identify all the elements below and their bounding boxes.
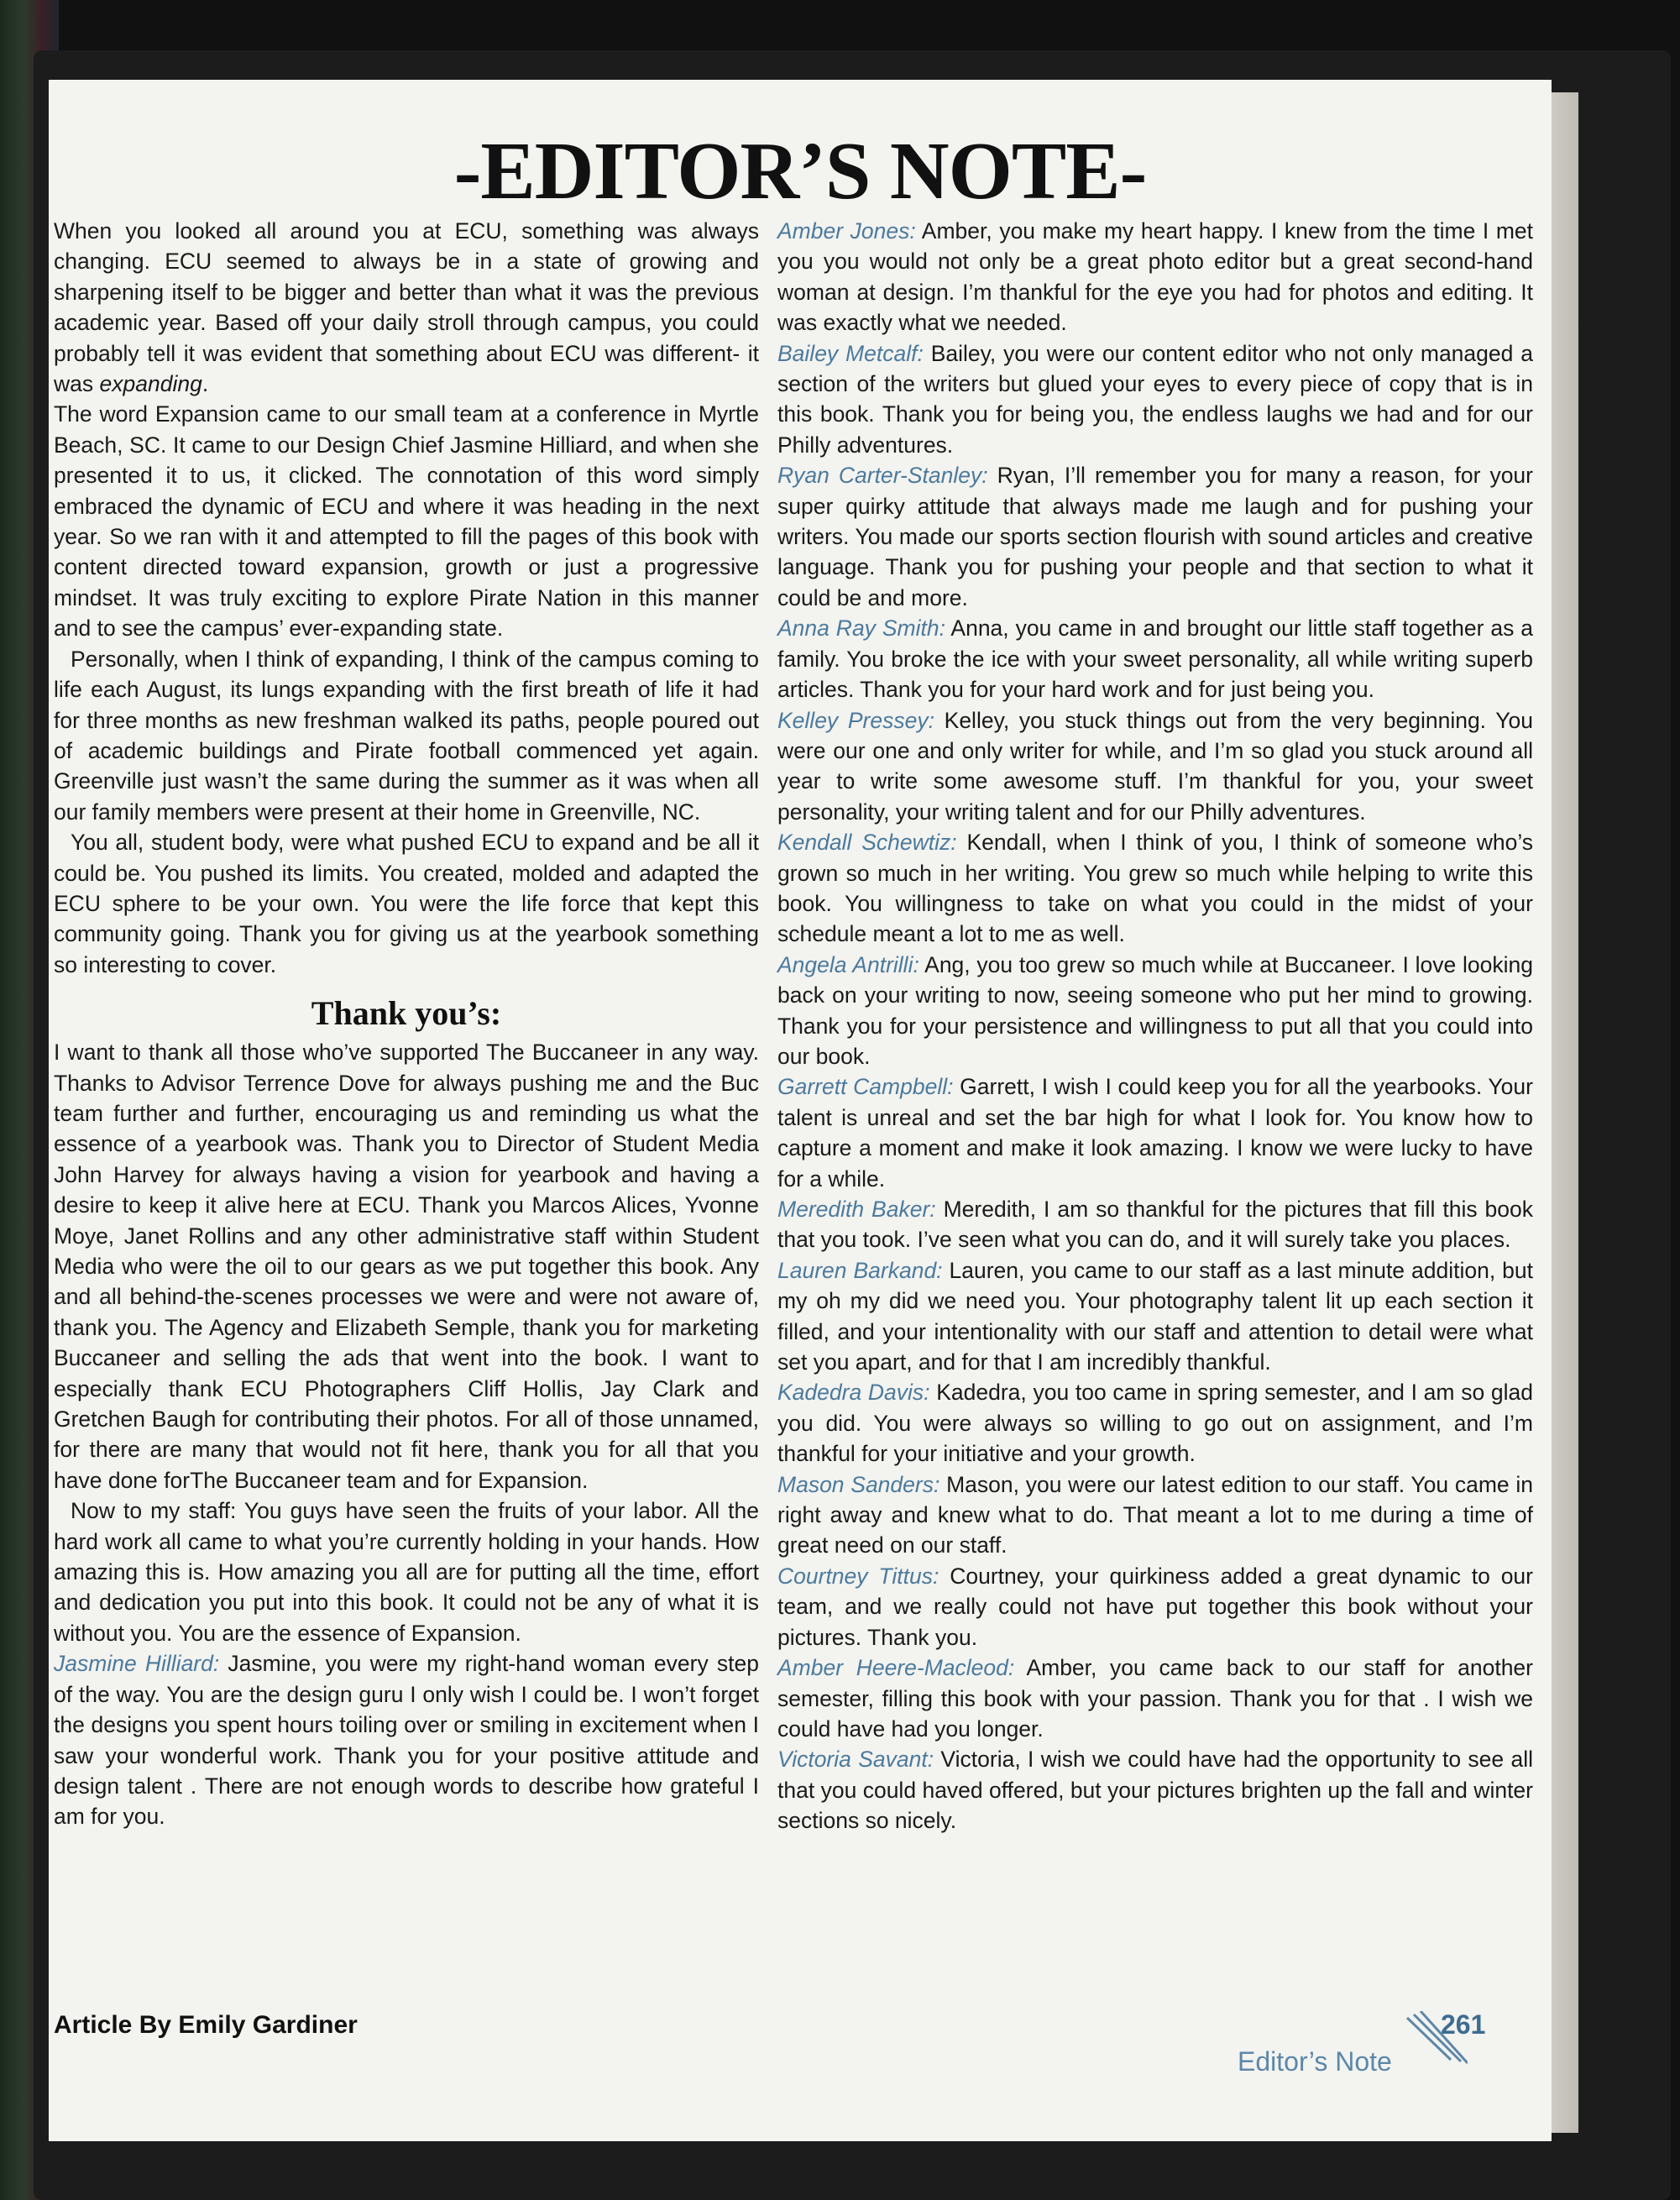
staff-entry: Bailey Metcalf: Bailey, you were our content editor who not only managed a section of the writers but glued your eyes to every piece of copy that is in this book. Thank you for being you, the endless laughs we had and for our Philly adventures. bbox=[777, 340, 1533, 458]
staff-name: Mason Sanders: bbox=[777, 1471, 940, 1497]
staff-name: Kendall Schewtiz: bbox=[777, 830, 957, 856]
left-column bbox=[54, 216, 759, 1832]
staff-entry: Victoria Savant: Victoria, I wish we could have had the opportunity to see all that you could haved offered, but your pictures brighten up the fall and winter sections so nicely. bbox=[777, 1747, 1533, 1834]
staff-entry: Lauren Barkand: Lauren, you came to our staff as a last minute addition, but my oh my did we need you. Your photography talent lit up each section it filled, and your intentionality with our staff and attention to detail were what set you apart, and for that I am incredibly thankful. bbox=[777, 1257, 1533, 1375]
slash-decoration-icon bbox=[1400, 2011, 1468, 2070]
thank-yous-heading: Thank you’s: bbox=[311, 994, 502, 1033]
staff-name: Amber Jones: bbox=[777, 218, 916, 244]
yearbook-page bbox=[49, 80, 1552, 2141]
staff-entry-jasmine: Jasmine Hilliard: Jasmine, you were my right-hand woman every step of the way. You are the design guru I only wish I could be. I won’t forget the designs you spent hours toiling over or smiling in excitement when I saw your wonderful work. Thank you for your positive attitude and design talent . There are not enough words to describe how grateful I am for you. bbox=[54, 1651, 760, 1830]
staff-entry: Kelley Pressey: Kelley, you stuck things out from the very beginning. You were our one and only writer for while, and I’m so glad you stuck around all year to write some awesome stuff. I’m thankful for you, your sweet personality, your writing talent and for our Philly adventures. bbox=[777, 707, 1533, 825]
paragraph-staff: Now to my staff: You guys have seen the fruits of your labor. All the hard work all came to what you’re currently holding in your hands. How amazing this is. How amazing you all are for putting all the time, effort and dedication you put into this book. It could not be any of what it is without you. You are the essence of Expansion. bbox=[54, 1498, 759, 1646]
staff-name: Anna Ray Smith: bbox=[777, 615, 945, 642]
staff-name: Meredith Baker: bbox=[777, 1197, 936, 1222]
right-column bbox=[777, 216, 1533, 1836]
staff-entry: Amber Jones: Amber, you make my heart happy. I knew from the time I met you you would not only be a great photo editor but a great second-hand woman at design. I’m thankful for the eye you had for photos and editing. It was exactly what we needed. bbox=[777, 218, 1534, 336]
staff-name: Courtney Tittus: bbox=[777, 1563, 939, 1589]
staff-name: Lauren Barkand: bbox=[777, 1257, 943, 1283]
staff-name: Jasmine Hilliard: bbox=[54, 1651, 220, 1677]
paragraph-expansion: The word Expansion came to our small team at a conference in Myrtle Beach, SC. It came to our Design Chief Jasmine Hilliard, and when she presented it to us, it clicked. The connotation of this word simply embraced the dynamic of ECU and where it was heading in the next year. So we ran with it and attempted to fill the pages of this book with content directed toward expansion, growth or just a progressive mindset. It was truly exciting to explore Pirate Nation in this manner and to see the campus’ ever-expanding state. bbox=[54, 401, 759, 642]
staff-name: Kelley Pressey: bbox=[777, 707, 934, 733]
staff-entry: Angela Antrilli: Ang, you too grew so much while at Buccaneer. I love looking back on your writing to now, seeing someone who put her mind to growing. Thank you for your persistence and willingness to put all that you could into our book. bbox=[777, 951, 1533, 1069]
staff-entry: Ryan Carter-Stanley: Ryan, I’ll remember you for many a reason, for your super quirky attitude that always made me laugh and for pushing your writers. You made our sports section flourish with sound articles and creative language. Thank you for pushing your people and that section to what it could be and more. bbox=[777, 463, 1533, 610]
staff-name: Ryan Carter-Stanley: bbox=[777, 463, 988, 489]
staff-entry: Anna Ray Smith: Anna, you came in and brought our little staff together as a family. You broke the ice with your sweet personality, all while writing superb articles. Thank you for your hard work and for just being you. bbox=[777, 615, 1533, 703]
staff-entry: Amber Heere-Macleod: Amber, you came back to our staff for another semester, filling this book with your passion. Thank you for that . I wish we could have had you longer. bbox=[777, 1655, 1533, 1742]
staff-entry: Courtney Tittus: Courtney, your quirkiness added a great dynamic to our team, and we really could not have put together this book without your pictures. Thank you. bbox=[777, 1563, 1533, 1650]
page-number: 261 bbox=[1441, 2009, 1486, 2040]
byline: Article By Emily Gardiner bbox=[54, 2011, 358, 2039]
staff-name: Garrett Campbell: bbox=[777, 1074, 954, 1100]
staff-entry: Meredith Baker: Meredith, I am so thankful for the pictures that fill this book that you took. I’ve seen what you can do, and it will surely take you places. bbox=[777, 1197, 1533, 1253]
paragraph-student-body: You all, student body, were what pushed ECU to expand and be all it could be. You pushed its limits. You created, molded and adapted the ECU sphere to be your own. You were the life force that kept this community going. Thank you for giving us at the yearbook something so interesting to cover. bbox=[54, 830, 759, 977]
paragraph-intro: When you looked all around you at ECU, something was always changing. ECU seemed to always be in a state of growing and sharpening itself to be bigger and better than what it was the previous academic year. Based off your daily stroll through campus, you could probably tell it was evident that something about ECU was different- it was expanding. bbox=[54, 218, 759, 397]
staff-entry: Garrett Campbell: Garrett, I wish I could keep you for all the yearbooks. Your talent is unreal and set the bar high for what I look for. You know how to capture a moment and make it look amazing. I know we were lucky to have for a while. bbox=[777, 1074, 1533, 1192]
staff-entry: Mason Sanders: Mason, you were our latest edition to our staff. You came in right away and knew what to do. That meant a lot to me during a time of great need on our staff. bbox=[777, 1471, 1533, 1558]
staff-name: Angela Antrilli: bbox=[777, 951, 919, 977]
staff-entry: Kadedra Davis: Kadedra, you too came in spring semester, and I am so glad you did. You were always so willing to go out on assignment, and I’m thankful for your initiative and your growth. bbox=[777, 1380, 1533, 1467]
page-title: -EDITOR’S NOTE- bbox=[453, 126, 1147, 217]
paragraph-thanks: I want to thank all those who’ve supported The Buccaneer in any way. Thanks to Advisor Terrence Dove for always pushing me and the Buc team further and further, encouraging us and reminding us what the essence of a yearbook was. Thank you to Director of Student Media John Harvey for always having a vision for yearbook and having a desire to keep it alive here at ECU. Thank you Marcos Alices, Yvonne Moye, Janet Rollins and any other administrative staff within Student Media who were the oil to our gears as we put together this book. Any and all behind-the-scenes processes we were and were not aware of, thank you. The Agency and Elizabeth Semple, thank you for marketing Buccaneer and selling the ads that went into the book. I want to especially thank ECU Photographers Cliff Hollis, Jay Clark and Gretchen Baugh for contributing their photos. For all of those unnamed, for there are many that would not fit here, thank you for all that you have done forThe Buccaneer team and for Expansion. bbox=[54, 1040, 759, 1493]
staff-name: Victoria Savant: bbox=[777, 1747, 934, 1773]
paragraph-personally: Personally, when I think of expanding, I think of the campus coming to life each August, its lungs expanding with the first breath of life it had for three months as new freshman walked its paths, people poured out of academic buildings and Pirate football commenced yet again. Greenville just wasn’t the same during the summer as it was when all our family members were present at their home in Greenville, NC. bbox=[54, 646, 759, 825]
staff-name: Kadedra Davis: bbox=[777, 1380, 930, 1406]
staff-name: Amber Heere-Macleod: bbox=[777, 1655, 1015, 1681]
staff-entry: Kendall Schewtiz: Kendall, when I think of you, I think of someone who’s grown so much in her writing. You grew so much while helping to write this book. You willingness to take on what you could in the midst of your schedule meant a lot to me as well. bbox=[777, 830, 1533, 947]
staff-name: Bailey Metcalf: bbox=[777, 340, 924, 366]
section-label: Editor’s Note bbox=[1238, 2046, 1392, 2077]
